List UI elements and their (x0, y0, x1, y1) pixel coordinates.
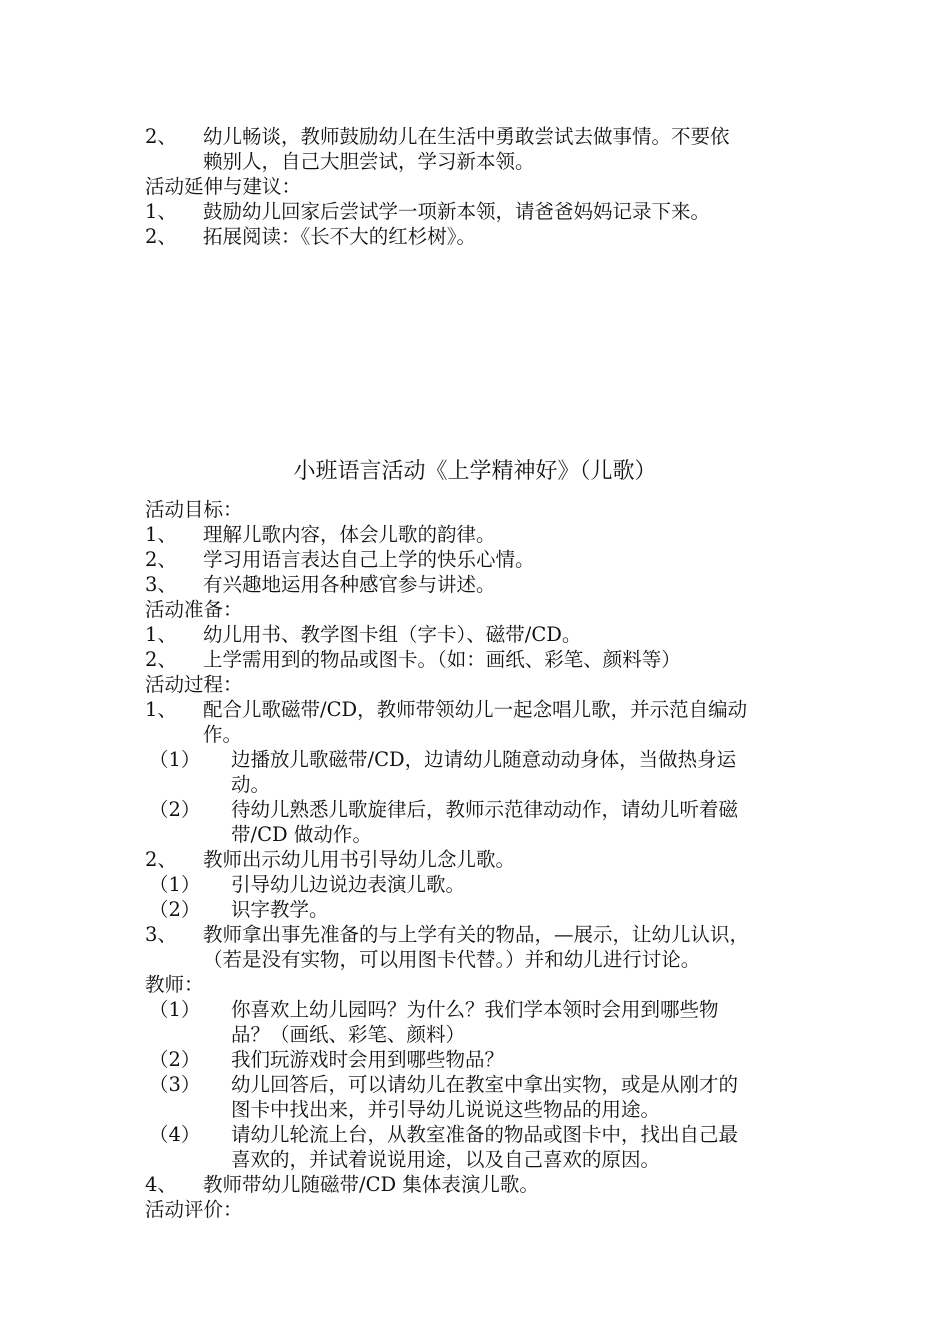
item-number: （4） (149, 1123, 201, 1146)
item-text: 理解儿歌内容，体会儿歌的韵律。 (203, 523, 496, 546)
item-text: 教师拿出事先准备的与上学有关的物品，—展示，让幼儿认识， (203, 923, 750, 946)
item-number: （1） (149, 748, 201, 771)
item-number: 2、 (145, 225, 177, 248)
item-text: 你喜欢上幼儿园吗？为什么？我们学本领时会用到哪些物 (231, 998, 719, 1021)
item-number: 2、 (145, 648, 177, 671)
item-text: 幼儿回答后，可以请幼儿在教室中拿出实物，或是从刚才的 (231, 1073, 739, 1096)
item-text: 上学需用到的物品或图卡。（如：画纸、彩笔、颜料等） (203, 648, 681, 671)
item-number: （1） (149, 873, 201, 896)
section-heading: 活动过程： (145, 673, 243, 696)
item-number: （1） (149, 998, 201, 1021)
item-text: 幼儿畅谈，教师鼓励幼儿在生活中勇敢尝试去做事情。不要依 (203, 125, 730, 148)
item-text: 引导幼儿边说边表演儿歌。 (231, 873, 466, 896)
item-number: （2） (149, 1048, 201, 1071)
item-number: 1、 (145, 523, 177, 546)
item-text-continued: （若是没有实物，可以用图卡代替。）并和幼儿进行讨论。 (203, 948, 701, 971)
item-text: 教师带幼儿随磁带/CD 集体表演儿歌。 (203, 1173, 539, 1196)
item-text: 请幼儿轮流上台，从教室准备的物品或图卡中，找出自己最 (231, 1123, 739, 1146)
item-text-continued: 喜欢的，并试着说说用途，以及自己喜欢的原因。 (231, 1148, 661, 1171)
item-text: 教师出示幼儿用书引导幼儿念儿歌。 (203, 848, 516, 871)
item-number: 4、 (145, 1173, 177, 1196)
item-text: 鼓励幼儿回家后尝试学一项新本领，请爸爸妈妈记录下来。 (203, 200, 711, 223)
item-number: 2、 (145, 848, 177, 871)
item-number: 2、 (145, 548, 177, 571)
item-number: 3、 (145, 923, 177, 946)
item-text: 待幼儿熟悉儿歌旋律后，教师示范律动动作，请幼儿听着磁 (231, 798, 739, 821)
item-number: 2、 (145, 125, 177, 148)
item-text-continued: 品？（画纸、彩笔、颜料） (231, 1023, 466, 1046)
section-heading: 活动评价： (145, 1198, 243, 1221)
item-number: （2） (149, 898, 201, 921)
item-text: 学习用语言表达自己上学的快乐心情。 (203, 548, 535, 571)
item-text-continued: 作。 (203, 723, 243, 746)
item-text-continued: 图卡中找出来，并引导幼儿说说这些物品的用途。 (231, 1098, 661, 1121)
document-title: 小班语言活动《上学精神好》（儿歌） (293, 459, 657, 484)
teacher-label: 教师： (145, 973, 204, 996)
item-number: （3） (149, 1073, 201, 1096)
section-heading: 活动准备： (145, 598, 243, 621)
item-number: 1、 (145, 623, 177, 646)
section-heading: 活动目标： (145, 498, 243, 521)
item-text-continued: 带/CD 做动作。 (231, 823, 372, 846)
item-number: 1、 (145, 200, 177, 223)
item-text: 配合儿歌磁带/CD，教师带领幼儿一起念唱儿歌，并示范自编动 (203, 698, 748, 721)
item-text: 幼儿用书、教学图卡组（字卡）、磁带/CD。 (203, 623, 582, 646)
item-number: 1、 (145, 698, 177, 721)
item-number: 3、 (145, 573, 177, 596)
item-text: 我们玩游戏时会用到哪些物品？ (231, 1048, 505, 1071)
item-text-continued: 赖别人，自己大胆尝试，学习新本领。 (203, 150, 535, 173)
item-text: 识字教学。 (231, 898, 329, 921)
item-text-continued: 动。 (231, 773, 271, 796)
item-text: 有兴趣地运用各种感官参与讲述。 (203, 573, 496, 596)
section-heading: 活动延伸与建议： (145, 175, 302, 198)
item-text: 拓展阅读：《长不大的红杉树》。 (203, 225, 477, 248)
item-text: 边播放儿歌磁带/CD，边请幼儿随意动动身体，当做热身运 (231, 748, 737, 771)
item-number: （2） (149, 798, 201, 821)
